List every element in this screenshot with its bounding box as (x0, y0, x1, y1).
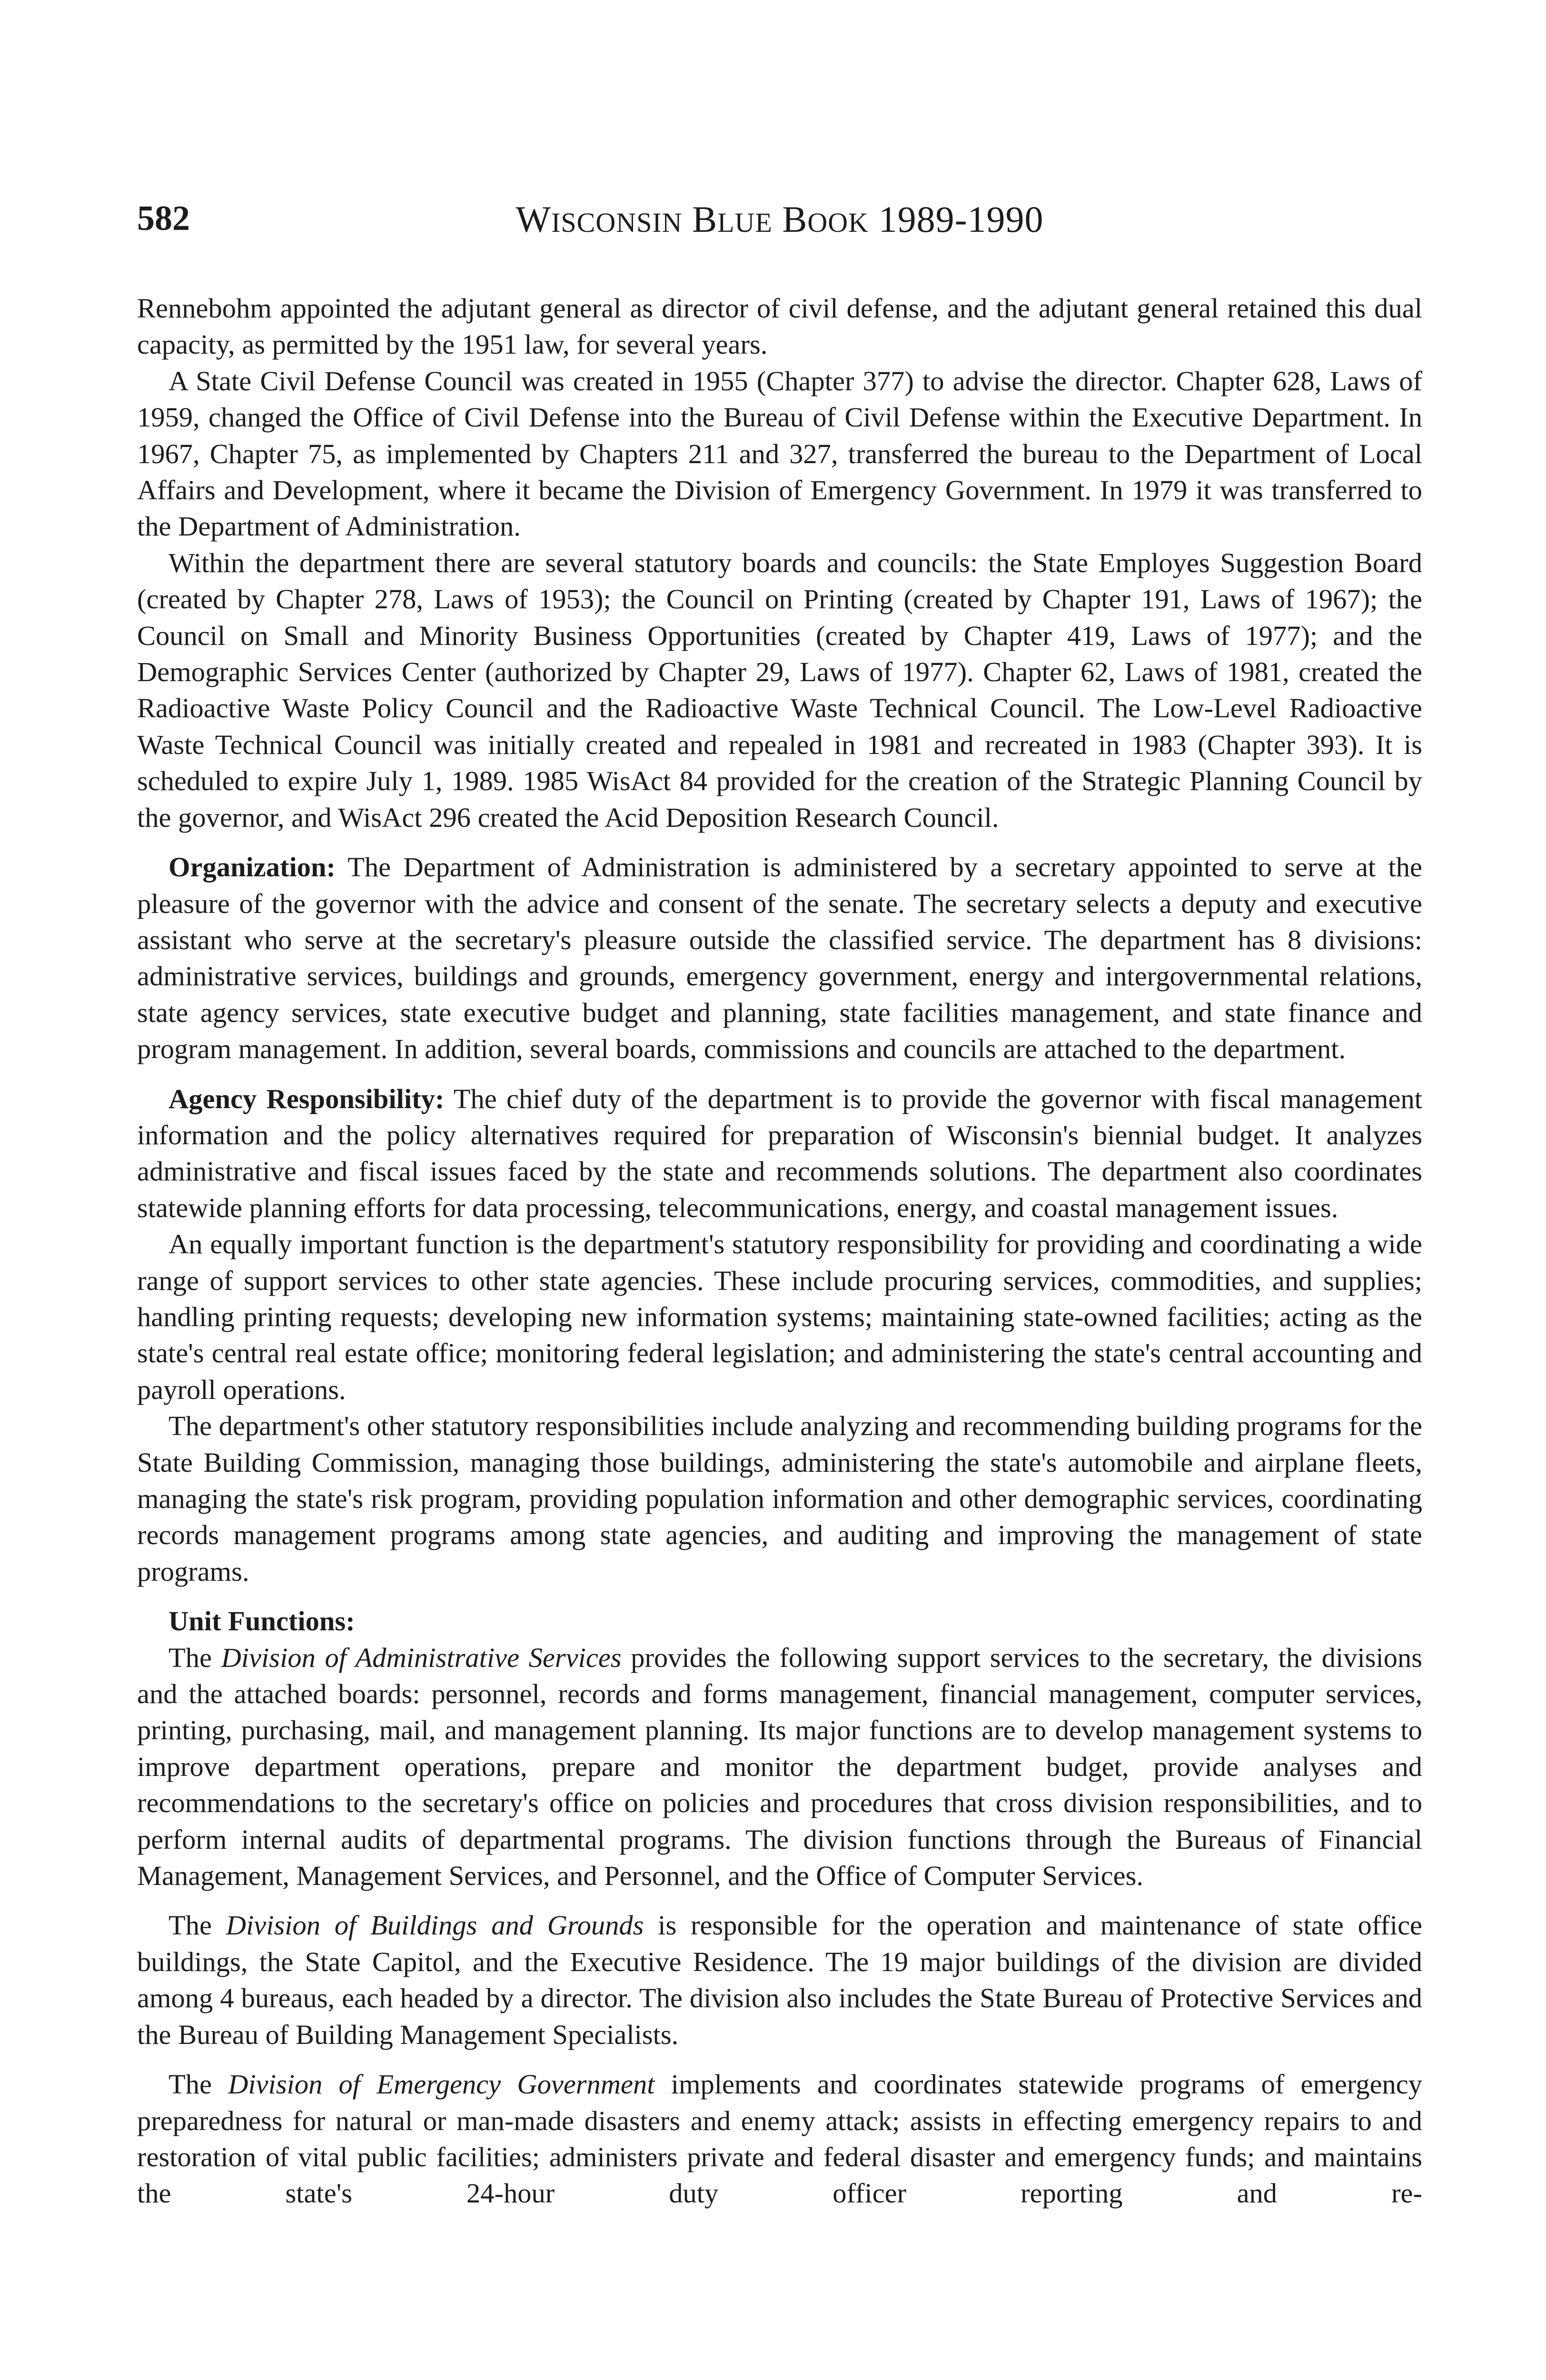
buildings-text: is responsible for the operation and maintenance of state office buildings, the State Capitol, and the Executive Residence. The 19 major buildings of the division are divided among 4 bureaus, each headed by a director. The division also includes the State Bureau of Protective Services and the Bureau of Building Management Specialists. (137, 1910, 1423, 2050)
document-page (137, 190, 1422, 2212)
organization-text: The Department of Administration is administered by a secretary appointed to serve at the pleasure of the governor with the advice and consent of the senate. The secretary selects a deputy and executive assistant who serve at the secretary's pleasure outside the classified service. The department has 8 divisions: administrative services, buildings and grounds, emergency government, energy and intergovernmental relations, state agency services, state executive budget and planning, state facilities management, and state finance and program management. In addition, several boards, commissions and councils are attached to the department. (137, 852, 1422, 1065)
paragraph-administrative-services (137, 1640, 1422, 1894)
emergency-text: implements and coordinates statewide programs of emergency preparedness for natural or man-made disasters and enemy attack; assists in effecting emergency repairs to and restoration of vital public facilities; administers private and federal disaster and emergency funds; and maintains the state's 24-hour duty officer reporting and re- (137, 2069, 1423, 2209)
emergency-lead: The (168, 2069, 228, 2100)
paragraph-civil-defense-director: Rennebohm appointed the adjutant general as director of civil defense, and the adjutant general retained this dual capacity, as permitted by the 1951 law, for several years. (137, 293, 1422, 360)
admin-text: provides the following support services to the secretary, the divisions and the attached boards: personnel, records and forms management, financial management, computer services, printing, purchasing, mail, and management planning. Its major functions are to develop management systems to improve department operations, prepare and monitor the department budget, provide analyses and recommendations to the secretary's office on policies and procedures that cross division responsibilities, and to perform internal audits of departmental programs. The division functions through the Bureaus of Financial Management, Management Services, and Personnel, and the Office of Computer Services. (137, 1642, 1422, 1892)
unit-functions-heading: Unit Functions: (168, 1606, 355, 1637)
organization-label: Organization: (168, 852, 336, 883)
agency-responsibility-text: The chief duty of the department is to provide the governor with fiscal management information and the policy alternatives required for preparation of Wisconsin's biennial budget. It analyzes administrative and fiscal issues faced by the state and recommends solutions. The department also coordinates statewide planning efforts for data processing, telecommunications, energy, and coastal management issues. (137, 1083, 1422, 1223)
running-head-w1-rest: ISCONSIN (551, 207, 683, 238)
running-head-w3-rest: OOK (807, 207, 869, 238)
paragraph-civil-defense-council: A State Civil Defense Council was created in 1955 (Chapter 377) to advise the director. Chapter 628, Laws of 1959, changed the Office of Civil Defense into the Bureau of Civil Defense within the Executive Department. In 1967, Chapter 75, as implemented by Chapters 211 and 327, transferred the bureau to the Department of Local Affairs and Development, where it became the Division of Emergency Government. In 1979 it was transferred to the Department of Administration. (137, 365, 1422, 542)
division-buildings-and-grounds-name: Division of Buildings and Grounds (226, 1910, 644, 1941)
paragraph-boards-and-councils: Within the department there are several statutory boards and councils: the State Employes Suggestion Board (created by Chapter 278, Laws of 1953); the Council on Printing (created by Chapter 191, Laws of 1967); the Council on Small and Minority Business Opportunities (created by Chapter 419, Laws of 1977); and the Demographic Services Center (authorized by Chapter 29, Laws of 1977). Chapter 62, Laws of 1981, created the Radioactive Waste Policy Council and the Radioactive Waste Technical Council. The Low-Level Radioactive Waste Technical Council was initially created and repealed in 1981 and recreated in 1983 (Chapter 393). It is scheduled to expire July 1, 1989. 1985 WisAct 84 provided for the creation of the Strategic Planning Council by the governor, and WisAct 296 created the Acid Deposition Research Council. (137, 547, 1422, 833)
page-number: 582 (137, 199, 190, 238)
division-administrative-services-name: Division of Administrative Services (221, 1642, 622, 1673)
running-head-w1-cap: W (515, 198, 552, 240)
buildings-lead: The (168, 1910, 226, 1941)
paragraph-buildings-and-grounds (137, 1907, 1422, 2053)
division-emergency-government-name: Division of Emergency Government (228, 2069, 655, 2100)
running-head-w2-cap: B (692, 198, 718, 240)
body-text (137, 290, 1422, 2212)
paragraph-emergency-government (137, 2066, 1422, 2212)
running-head-years: 1989-1990 (878, 198, 1044, 240)
paragraph-organization (137, 849, 1422, 1067)
paragraph-agency-responsibility (137, 1081, 1422, 1227)
agency-responsibility-label: Agency Responsibility: (168, 1083, 445, 1114)
paragraph-statutory-responsibilities: The department's other statutory responsibilities include analyzing and recommending building programs for the State Building Commission, managing those buildings, administering the state's automobile and airplane fleets, managing the state's risk program, providing population information and other demographic services, coordinating records management programs among state agencies, and auditing and improving the management of state programs. (137, 1410, 1422, 1587)
page-header (137, 190, 1422, 262)
running-head (137, 198, 1422, 240)
admin-lead: The (168, 1642, 221, 1673)
running-head-w3-cap: B (782, 198, 808, 240)
paragraph-support-services: An equally important function is the department's statutory responsibility for providing and coordinating a wide range of support services to other state agencies. These include procuring services, commodities, and supplies; handling printing requests; developing new information systems; maintaining state-owned facilities; acting as the state's central real estate office; monitoring federal legislation; and administering the state's central accounting and payroll operations. (137, 1229, 1422, 1405)
running-head-w2-rest: LUE (717, 207, 773, 238)
